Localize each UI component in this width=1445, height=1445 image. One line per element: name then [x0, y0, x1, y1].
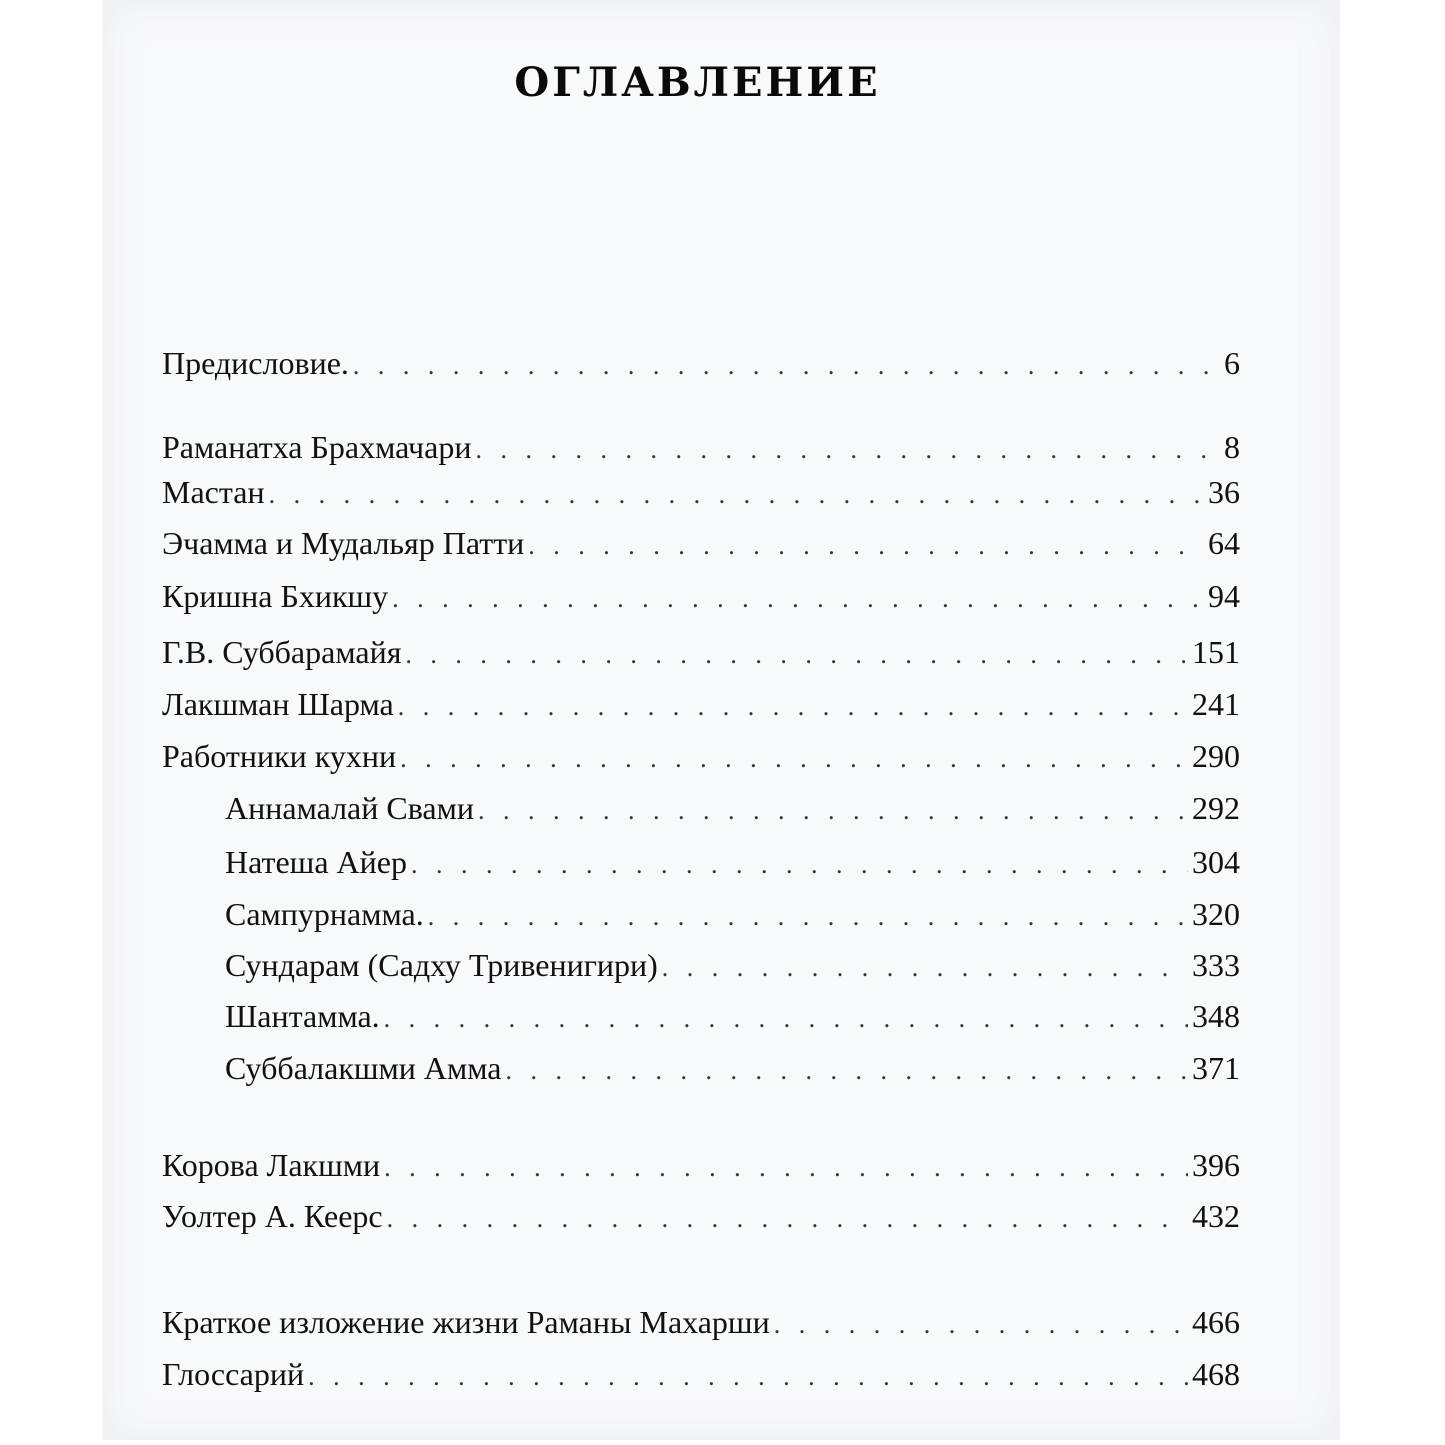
dot-leader [506, 1048, 1189, 1094]
toc-entry-label: Лакшман Шарма [162, 686, 394, 722]
toc-subentry [225, 1045, 1240, 1091]
toc-subentry [225, 891, 1240, 937]
toc-entry-label: Аннамалай Свами [225, 790, 474, 826]
toc-entry-page: 292 [1192, 790, 1240, 826]
dot-leader [528, 523, 1204, 569]
toc-entry [162, 1299, 1240, 1345]
toc-subentry [225, 942, 1240, 988]
toc-entry [162, 629, 1240, 675]
toc-entry-label: Краткое изложение жизни Раманы Махарши [162, 1304, 770, 1340]
toc-entry-page: 304 [1192, 844, 1240, 880]
toc-entry [162, 1142, 1240, 1188]
toc-entry-page: 241 [1192, 686, 1240, 722]
toc-entry-page: 333 [1192, 947, 1240, 983]
dot-leader [478, 788, 1188, 834]
toc-subentry [225, 993, 1240, 1039]
dot-leader [392, 576, 1204, 622]
toc-entry-page: 466 [1192, 1304, 1240, 1340]
toc-entry-page: 432 [1192, 1198, 1240, 1234]
toc-entry-label: Шантамма. [225, 998, 380, 1034]
toc-entry-label: Натеша Айер [225, 844, 407, 880]
toc-entry-page: 290 [1192, 738, 1240, 774]
toc-entry-label: Мастан [162, 474, 265, 510]
dot-leader [774, 1302, 1188, 1348]
toc-entry [162, 520, 1240, 566]
toc-entry-label: Уолтер А. Кеерс [162, 1198, 383, 1234]
toc-entry-page: 371 [1192, 1050, 1240, 1086]
toc-entry-label: Предисловие. [162, 345, 349, 381]
toc-entry-page: 396 [1192, 1147, 1240, 1183]
dot-leader [269, 472, 1204, 518]
toc-entry [162, 424, 1240, 470]
dot-leader [475, 427, 1220, 473]
toc-entry [162, 469, 1240, 515]
toc-entry-label: Работники кухни [162, 738, 397, 774]
toc-entry-page: 151 [1192, 634, 1240, 670]
toc-entry-page: 320 [1192, 896, 1240, 932]
toc-entry [162, 340, 1240, 386]
dot-leader [387, 1196, 1188, 1242]
dot-leader [308, 1354, 1188, 1400]
dot-leader [428, 894, 1188, 940]
toc-entry-label: Суббалакшми Амма [225, 1050, 502, 1086]
toc-entry-page: 94 [1208, 578, 1240, 614]
toc-entry-label: Корова Лакшми [162, 1147, 381, 1183]
dot-leader [662, 945, 1188, 991]
toc-entry-label: Раманатха Брахмачари [162, 429, 472, 465]
toc-entry [162, 733, 1240, 779]
toc-subentry [225, 785, 1240, 831]
toc-entry-label: Сундарам (Садху Тривенигири) [225, 947, 658, 983]
dot-leader [400, 736, 1188, 782]
toc-entry-label: Глоссарий [162, 1356, 305, 1392]
toc-entry-page: 64 [1208, 525, 1240, 561]
toc-entry-page: 6 [1224, 345, 1240, 381]
toc-entry [162, 573, 1240, 619]
toc-entry-label: Эчамма и Мудальяр Патти [162, 525, 525, 561]
toc-entry-page: 468 [1192, 1356, 1240, 1392]
page-title: ОГЛАВЛЕНИЕ [514, 58, 881, 106]
dot-leader [353, 343, 1220, 389]
toc-entry-label: Кришна Бхикшу [162, 578, 389, 614]
toc-entry-page: 8 [1224, 429, 1240, 465]
toc-entry [162, 1193, 1240, 1239]
toc-entry-page: 348 [1192, 998, 1240, 1034]
dot-leader [384, 1145, 1188, 1191]
toc-subentry [225, 839, 1240, 885]
toc-entry [162, 1351, 1240, 1397]
dot-leader [398, 684, 1188, 730]
toc-entry-page: 36 [1208, 474, 1240, 510]
toc-entry [162, 681, 1240, 727]
dot-leader [411, 842, 1188, 888]
dot-leader [384, 996, 1188, 1042]
dot-leader [405, 632, 1188, 678]
toc-entry-label: Г.В. Суббарамайя [162, 634, 402, 670]
toc-entry-label: Сампурнамма. [225, 896, 424, 932]
